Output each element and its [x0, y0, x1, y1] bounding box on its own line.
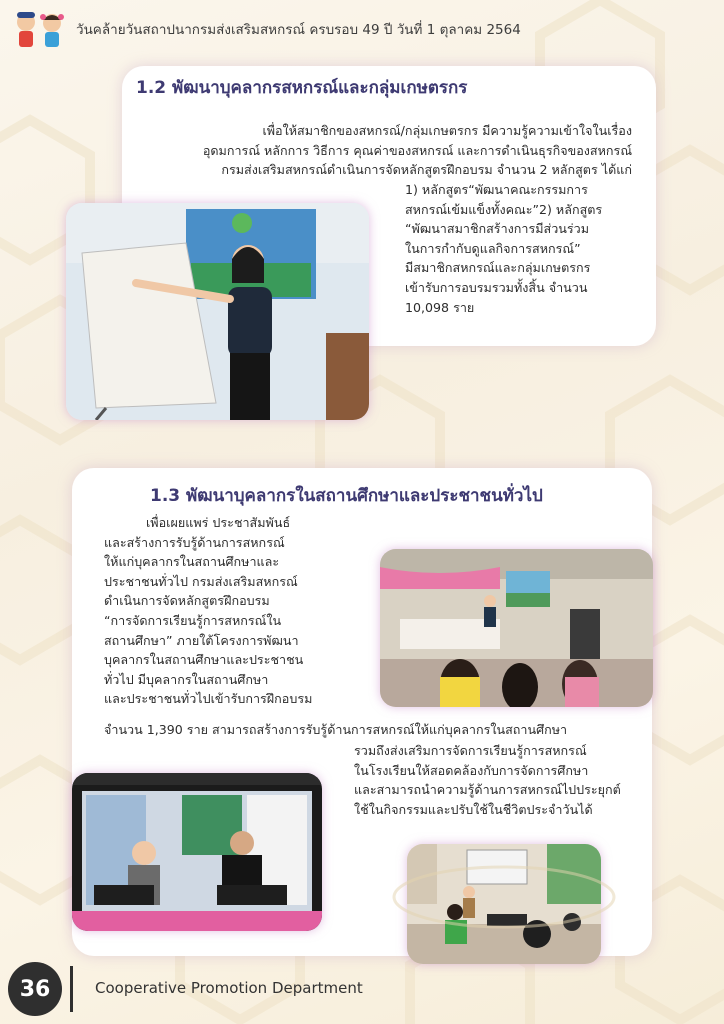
photo-presenter-flipchart	[66, 203, 369, 420]
text-line: เข้ารับการอบรมรวมทั้งสิ้น จำนวน	[405, 279, 588, 295]
section-1-2-right-column	[405, 180, 633, 317]
text-line: มีสมาชิกสหกรณ์และกลุ่มเกษตรกร	[405, 260, 591, 276]
section-1-2-title: 1.2 พัฒนาบุคลากรสหกรณ์และกลุ่มเกษตรกร	[136, 78, 468, 98]
photo-video-conference	[72, 773, 322, 931]
text-line: ทั่วไป มีบุคลากรในสถานศึกษา	[104, 671, 269, 687]
text-line: เพื่อให้สมาชิกของสหกรณ์/กลุ่มเกษตรกร มีความรู้ความเข้าใจในเรื่อง	[262, 123, 632, 138]
text-line: อุดมการณ์ หลักการ วิธีการ คุณค่าของสหกรณ์ และการดำเนินธุรกิจของสหกรณ์	[202, 142, 632, 158]
header-text: วันคล้ายวันสถาปนากรมส่งเสริมสหกรณ์ ครบรอบ 49 ปี วันที่ 1 ตุลาคม 2564	[76, 22, 521, 38]
text-line: “การจัดการเรียนรู้การสหกรณ์ใน	[104, 612, 282, 628]
text-line: ในการกำกับดูแลกิจการสหกรณ์”	[405, 240, 581, 256]
text-line: และประชาชนทั่วไปเข้ารับการฝึกอบรม	[104, 691, 313, 707]
text-line: สหกรณ์เข้มแข็งทั้งคณะ”2) หลักสูตร	[405, 201, 603, 217]
footer-department: Cooperative Promotion Department	[95, 979, 363, 997]
text-line: และสามารถนำความรู้ด้านการสหกรณ์ไปประยุกต์	[354, 782, 621, 798]
text-line: รวมถึงส่งเสริมการจัดการเรียนรู้การสหกรณ์	[354, 743, 587, 758]
text-line: ดำเนินการจัดหลักสูตรฝึกอบรม	[104, 593, 270, 609]
photo-seminar-room	[380, 549, 653, 707]
watermark-logo	[384, 862, 624, 932]
section-1-3-full-line	[104, 720, 640, 740]
text-line: ใช้ในกิจกรรมและปรับใช้ในชีวิตประจำวันได้	[354, 801, 593, 817]
text-line: ให้แก่บุคลากรในสถานศึกษาและ	[104, 554, 280, 570]
text-line: ประชาชนทั่วไป กรมส่งเสริมสหกรณ์	[104, 573, 298, 589]
text-line: และสร้างการรับรู้ด้านการสหกรณ์	[104, 534, 285, 550]
section-1-3-title: 1.3 พัฒนาบุคลากรในสถานศึกษาและประชาชนทั่วไป	[150, 486, 543, 506]
text-line: บุคลากรในสถานศึกษาและประชาชน	[104, 652, 304, 668]
text-line: 1) หลักสูตร“พัฒนาคณะกรรมการ	[405, 182, 588, 197]
section-1-2-intro	[140, 121, 632, 180]
text-line: จำนวน 1,390 ราย สามารถสร้างการรับรู้ด้านการสหกรณ์ให้แก่บุคลากรในสถานศึกษา	[104, 722, 568, 737]
text-line: ในโรงเรียนให้สอดคล้องกับการจัดการศึกษา	[354, 762, 589, 778]
mascot-logo	[10, 8, 70, 50]
text-line: กรมส่งเสริมสหกรณ์ดำเนินการจัดหลักสูตรฝึกอบรม จำนวน 2 หลักสูตร ได้แก่	[221, 162, 632, 178]
section-1-3-left-column	[104, 513, 334, 709]
text-line: “พัฒนาสมาชิกสร้างการมีส่วนร่วม	[405, 221, 590, 237]
text-line: 10,098 ราย	[405, 299, 475, 315]
text-line: เพื่อเผยแพร่ ประชาสัมพันธ์	[146, 515, 291, 530]
footer-divider	[70, 966, 73, 1012]
text-line: สถานศึกษา” ภายใต้โครงการพัฒนา	[104, 632, 299, 648]
section-1-3-right-column	[354, 741, 644, 819]
page-number: 36	[8, 962, 62, 1016]
